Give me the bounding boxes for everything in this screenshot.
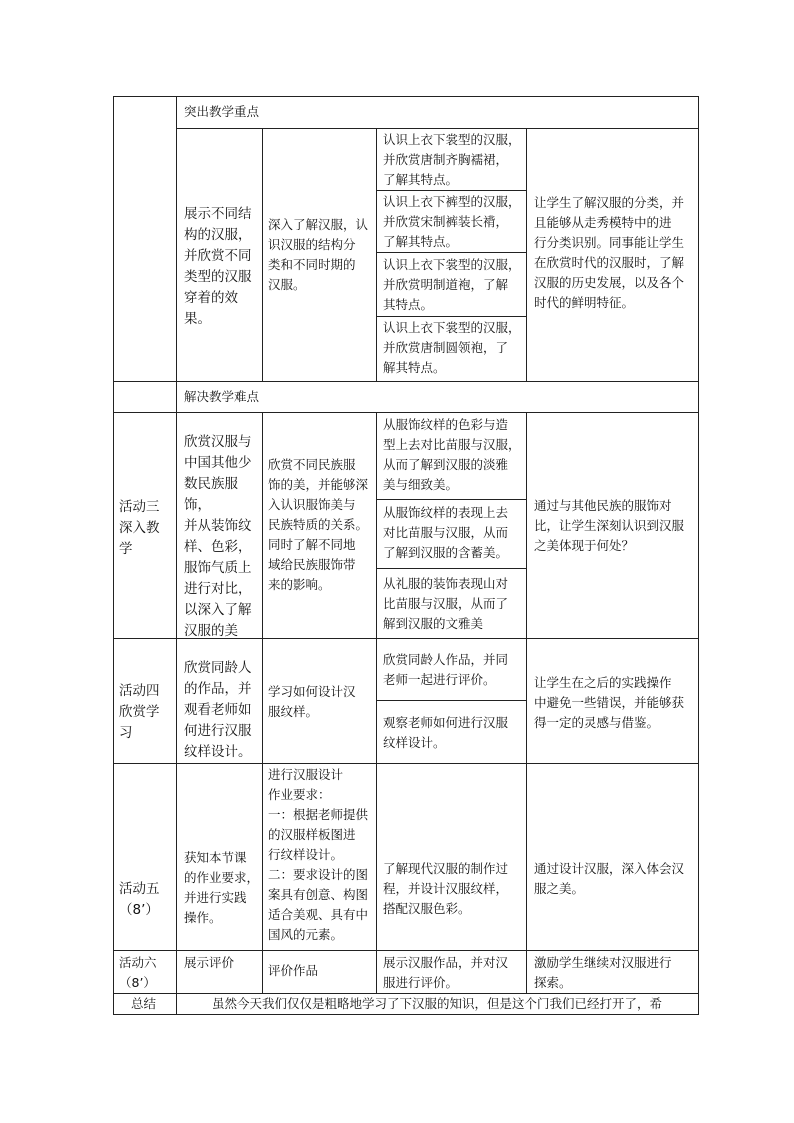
emphasis-student-activity: 展示不同结 构的汉服， 并欣赏不同 类型的汉服 穿着的效果。	[184, 206, 252, 327]
activity4-name: 活动四 欣赏学 习	[119, 683, 160, 741]
activity3-student-activity: 欣赏汉服与 中国其他少 数民族服饰， 并从装饰纹 样、色彩， 服饰气质上 进行对比， 以深入了解 汉服的美	[184, 434, 252, 639]
rule	[698, 96, 699, 1015]
rule	[176, 128, 699, 129]
activity6-content: 展示汉服作品，并对汉 服进行评价。	[383, 955, 509, 990]
emphasis-content-4: 认识上衣下裳型的汉服， 并欣赏唐制圆领袍，了 解其特点。	[383, 320, 521, 375]
rule	[377, 568, 526, 569]
summary-text: 虽然今天我们仅仅是粗略地学习了下汉服的知识，但是这个门我们已经打开了，希	[212, 996, 663, 1011]
section-heading-emphasis: 突出教学重点	[184, 104, 260, 119]
activity4-teacher-activity: 学习如何设计汉 服纹样。	[268, 684, 356, 719]
activity3-intent: 通过与其他民族的服饰对 比，让学生深刻认识到汉服 之美体现于何处？	[534, 498, 685, 553]
activity5-student-activity: 获知本节课 的作业要求， 并进行实践 操作。	[184, 850, 260, 925]
activity6-name: 活动六 （8’）	[119, 955, 157, 990]
rule	[262, 128, 263, 381]
emphasis-content-3: 认识上衣下裳型的汉服， 并欣赏明制道袍，了解 其特点。	[383, 257, 521, 312]
rule	[113, 1014, 699, 1015]
activity4-content-2: 观察老师如何进行汉服 纹样设计。	[383, 715, 509, 750]
rule	[526, 128, 527, 381]
rule	[113, 412, 699, 413]
rule	[526, 412, 527, 993]
rule	[262, 412, 263, 993]
activity4-student-activity: 欣赏同龄人 的作品，并 观看老师如 何进行汉服 纹样设计。	[184, 660, 252, 760]
activity3-content-2: 从服饰纹样的表现上去 对比苗服与汉服，从而 了解到汉服的含蓄美。	[383, 505, 509, 560]
emphasis-content-1: 认识上衣下裳型的汉服， 并欣赏唐制齐胸襦裙， 了解其特点。	[383, 132, 521, 187]
rule	[113, 950, 699, 951]
activity5-intent: 通过设计汉服，深入体会汉 服之美。	[534, 861, 685, 896]
rule	[176, 96, 177, 1015]
rule	[113, 96, 114, 1015]
activity5-teacher-activity: 进行汉服设计 作业要求： 一：根据老师提供 的汉服样板图进 行纹样设计。 二：要求设计的图 案具有创意、构图 适合美观、具有中 国风的元素。	[268, 767, 369, 942]
emphasis-content-2: 认识上衣下裤型的汉服， 并欣赏宋制裤装长褙， 了解其特点。	[383, 194, 521, 249]
rule	[377, 190, 526, 191]
activity4-intent: 让学生在之后的实践操作 中避免一些错误，并能够获 得一定的灵感与借鉴。	[534, 675, 685, 730]
rule	[377, 700, 526, 701]
activity3-teacher-activity: 欣赏不同民族服 饰的美，并能够深 入认识服饰美与 民族特质的关系。 同时了解不同地 域给民族服饰带 来的影响。	[268, 457, 369, 592]
rule	[376, 412, 377, 993]
activity6-teacher-activity: 评价作品	[268, 963, 319, 978]
activity6-student-activity: 展示评价	[184, 955, 235, 970]
rule	[376, 128, 377, 381]
activity5-content: 了解现代汉服的制作过 程，并设计汉服纹样， 搭配汉服色彩。	[383, 861, 509, 916]
activity6-intent: 激励学生继续对汉服进行 探索。	[534, 955, 672, 990]
rule	[113, 381, 699, 382]
activity3-name: 活动三 深入教 学	[119, 499, 160, 557]
activity4-content-1: 欣赏同龄人作品，并同 老师一起进行评价。	[383, 652, 509, 687]
emphasis-teacher-activity: 深入了解汉服，认 识汉服的结构分 类和不同时期的 汉服。	[268, 217, 369, 292]
emphasis-intent: 让学生了解汉服的分类，并 且能够从走秀模特中的进 行分类识别。同事能让学生 在欣赏时代的汉服时，了解 汉服的历史发展，以及各个 时代的鲜明特征。	[534, 195, 685, 310]
rule	[377, 316, 526, 317]
summary-name: 总结	[131, 996, 157, 1011]
section-heading-difficulty: 解决教学难点	[184, 389, 260, 404]
activity3-content-1: 从服饰纹样的色彩与造 型上去对比苗服与汉服， 从而了解到汉服的淡雅 美与细致美。	[383, 417, 521, 492]
rule	[377, 499, 526, 500]
rule	[377, 252, 526, 253]
rule	[113, 96, 699, 97]
activity5-name: 活动五 （8’）	[119, 881, 160, 918]
activity3-content-3: 从礼服的装饰表现山对 比苗服与汉服，从而了 解到汉服的文雅美	[383, 576, 509, 631]
rule	[113, 763, 699, 764]
